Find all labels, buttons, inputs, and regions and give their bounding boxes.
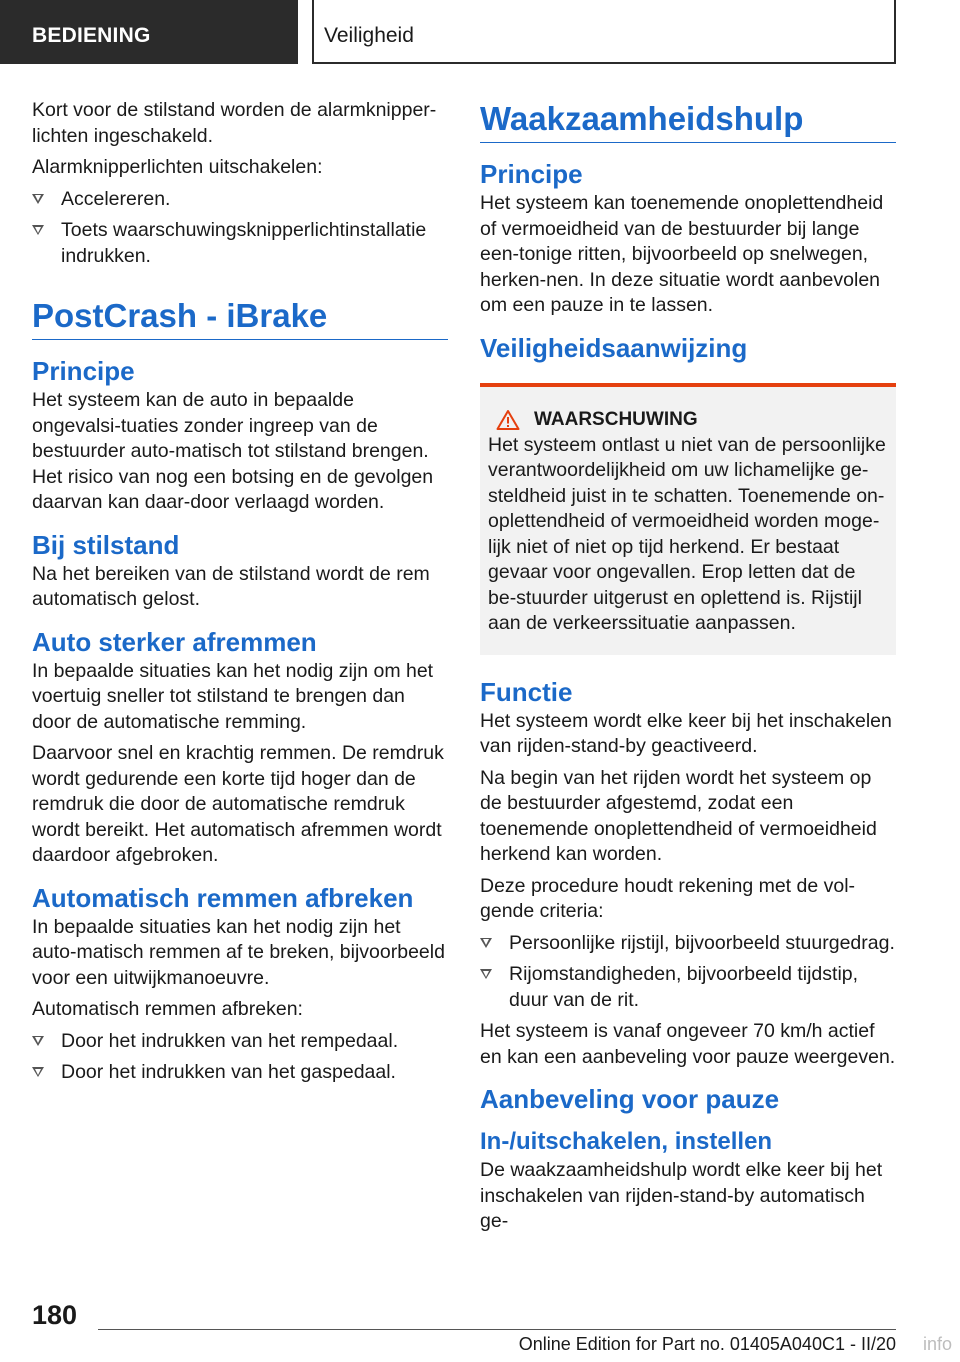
postcrash-title: PostCrash - iBrake [32,295,448,340]
intro-paragraph: Alarmknipperlichten uitschakelen: [32,156,323,178]
inuit-text: De waakzaamheidshulp wordt elke keer bij het inschakelen van rijden-stand-by automatisch ge- [480,1159,883,1232]
functie-paragraph: Het systeem is vanaf ongeveer 70 km/h actief en kan een aanbeveling voor pauze weergeven. [480,1020,896,1068]
afremmen-paragraph: Daarvoor snel en krachtig remmen. De remdruk wordt gedurende een korte tijd hoger dan de remdruk die door de automatische remdruk wordt bereikt. Het automatisch afremmen wordt daardoor afgebroken. [32,742,444,866]
list-item-text: Door het indrukken van het gaspedaal. [61,1061,396,1083]
list-item [480,931,896,957]
inuit-heading: In-/uitschakelen, instellen [480,1128,773,1155]
principe-text: Het systeem kan de auto in bepaalde ongevalsi-tuaties zonder ingreep van de bestuurder auto-matisch tot stilstand brengen. Het risico van nog een botsing en de gevolgen daarvan kan daar-door verlaagd worden. [32,389,434,513]
triangle-bullet-icon [32,1067,44,1077]
stilstand-heading: Bij stilstand [32,529,180,560]
chapter-title: Veiligheid [312,0,896,64]
page-header [0,0,960,66]
warning-label: WAARSCHUWING [534,408,698,430]
warning-box [480,383,896,655]
list-item-text: Toets waarschuwingsknipperlichtinstallatie indrukken. [61,219,427,267]
principe-text: Het systeem kan toenemende onoplettendheid of vermoeidheid van de bestuurder bij lange een-tonige ritten, bijvoorbeeld op snelwegen, herken-nen. In deze situatie wordt aanbevolen om een pauze in te lassen. [480,192,884,316]
functie-paragraph: Deze procedure houdt rekening met de vol-gende criteria: [480,874,856,922]
edition-text: Online Edition for Part no. 01405A040C1 - II/20 [518,1334,896,1354]
triangle-bullet-icon [32,194,44,204]
left-column [32,98,448,1092]
functie-paragraph: Na begin van het rijden wordt het systeem op de bestuurder afgestemd, zodat een toenemende onoplettendheid of vermoeidheid herkend kan worden. [480,766,877,865]
stilstand-text: Na het bereiken van de stilstand wordt de rem automatisch gelost. [32,562,430,610]
warning-text: Het systeem ontlast u niet van de persoonlijke verantwoordelijkheid om uw lichamelijke ge-steldheid juist in te schatten. Toenemende on-oplettendheid of vermoeidheid worden moge-lijk niet of niet op tijd herkend. Er bestaat gevaar voor ongevallen. Erop letten dat de be-stuurder uitgerust en oplettend is. Rijstijl aan de verkeerssituatie aanpassen. [488,433,886,634]
triangle-bullet-icon [480,969,492,979]
list-item [32,1060,448,1086]
afbreken-heading: Automatisch remmen afbreken [32,882,414,913]
afbreken-paragraph: In bepaalde situaties kan het nodig zijn het auto-matisch remmen af te breken, bijvoorbeeld voor een uitwijkmanoeuvre. [32,915,445,989]
warning-triangle-icon [496,409,520,431]
list-item [32,187,448,213]
veiligheid-heading: Veiligheidsaanwijzing [480,332,748,363]
pauze-heading: Aanbeveling voor pauze [480,1084,780,1114]
list-item-text: Accelereren. [61,187,171,210]
watermark: info [922,1334,952,1354]
afremmen-heading: Auto sterker afremmen [32,626,317,657]
afremmen-paragraph: In bepaalde situaties kan het nodig zijn om het voertuig sneller tot stilstand te brengen dan door de automatische remming. [32,659,434,733]
functie-list [480,931,896,1014]
intro-list [32,187,448,270]
footer-divider [98,1329,896,1330]
list-item-text: Door het indrukken van het rempedaal. [61,1029,399,1052]
page-number: 180 [32,1300,78,1330]
warning-title [488,409,888,431]
waakzaamheidshulp-title: Waakzaamheidshulp [480,98,896,143]
right-column [480,98,896,1241]
afbreken-list [32,1029,448,1086]
principe-heading: Principe [32,356,135,386]
triangle-bullet-icon [32,1036,44,1046]
list-item [32,218,448,269]
list-item [32,1029,448,1055]
list-item-text: Persoonlijke rijstijl, bijvoorbeeld stuurgedrag. [509,931,895,954]
section-tab: BEDIENING [0,0,298,64]
principe-heading: Principe [480,159,583,189]
functie-heading: Functie [480,676,573,707]
intro-paragraph: Kort voor de stilstand worden de alarmknipper-lichten ingeschakeld. [32,99,437,147]
afbreken-paragraph: Automatisch remmen afbreken: [32,998,303,1020]
list-item-text: Rijomstandigheden, bijvoorbeeld tijdstip, duur van de rit. [509,963,859,1011]
list-item [480,962,896,1013]
triangle-bullet-icon [32,225,44,235]
functie-paragraph: Het systeem wordt elke keer bij het inschakelen van rijden-stand-by geactiveerd. [480,709,892,757]
triangle-bullet-icon [480,938,492,948]
